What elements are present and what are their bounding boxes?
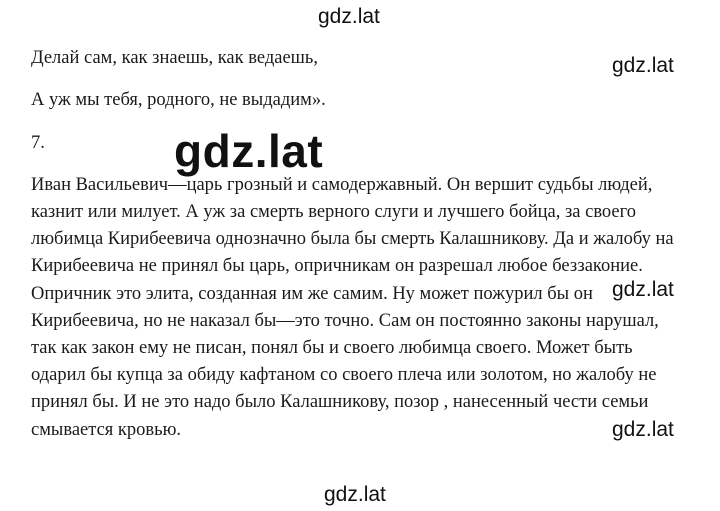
paragraph-line: Опричник это элита, созданная им же самим. Ну может пожурил бы он — [31, 284, 593, 304]
item-number: 7. — [31, 133, 45, 153]
watermark-big: gdz.lat — [174, 125, 324, 177]
watermark-right-2: gdz.lat — [612, 278, 674, 301]
watermark-right-1: gdz.lat — [612, 54, 674, 77]
paragraph-line: казнит или милует. А уж за смерть верного слуги и лучшего бойца, за своего — [31, 202, 636, 222]
watermark-bottom: gdz.lat — [324, 483, 386, 506]
paragraph-line: Кирибеевича не принял бы царь, опричникам он разрешал любое беззаконие. — [31, 256, 643, 276]
poem-line-2: А уж мы тебя, родного, не выдадим». — [31, 90, 326, 110]
paragraph-line: любимца Кирибеевича однозначно была бы смерть Калашникову. Да и жалобу на — [31, 229, 674, 249]
paragraph-line: смывается кровью. — [31, 420, 182, 440]
watermark-right-3: gdz.lat — [612, 418, 674, 441]
paragraph-line: так как закон ему не писан, понял бы и своего любимца своего. Может быть — [31, 338, 633, 358]
paragraph-line: Кирибеевича, но не наказал бы—это точно. Сам он постоянно законы нарушал, — [31, 311, 659, 331]
watermark-top: gdz.lat — [318, 5, 380, 28]
paragraph-line: принял бы. И не это надо было Калашникову, позор , нанесенный чести семьи — [31, 392, 649, 412]
poem-line-1: Делай сам, как знаешь, как ведаешь, — [31, 48, 318, 68]
paragraph-line: одарил бы купца за обиду кафтаном со своего плеча или золотом, но жалобу не — [31, 365, 657, 385]
paragraph-line: Иван Васильевич—царь грозный и самодержавный. Он вершит судьбы людей, — [31, 175, 653, 195]
